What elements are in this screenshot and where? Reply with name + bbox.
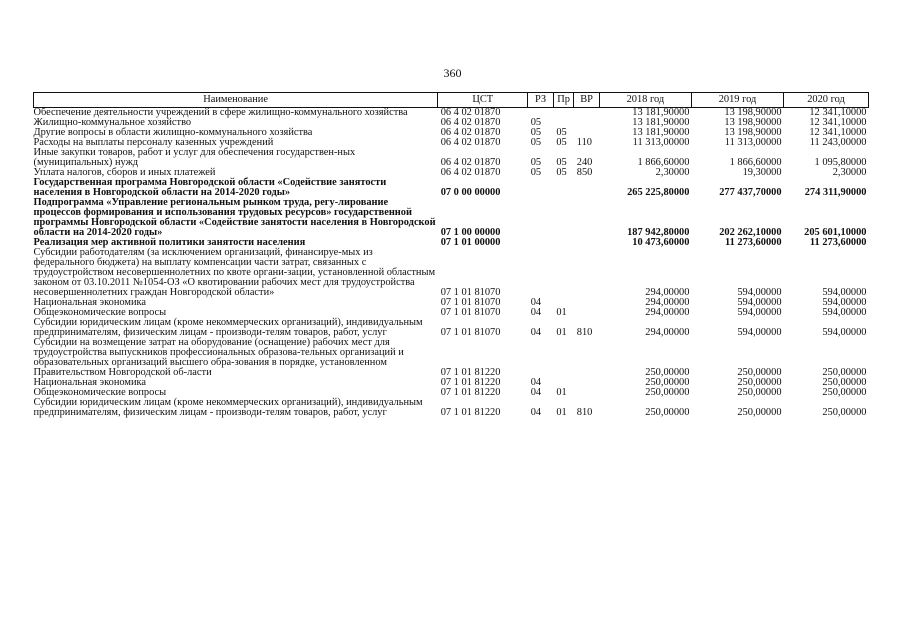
header-name: Наименование: [34, 93, 438, 108]
row-vr: [574, 308, 600, 318]
row-pr: [553, 238, 573, 248]
row-cst: 07 1 01 81220: [440, 387, 501, 398]
table-row: [34, 148, 869, 168]
row-cst: 06 4 02 01870: [440, 117, 501, 128]
row-rz: 05: [530, 167, 542, 178]
row-value-2020: 1 095,80000: [814, 157, 867, 168]
row-pr: 05: [556, 167, 567, 178]
row-rz: 04: [530, 377, 542, 388]
table-row: [34, 318, 869, 338]
table-row: [34, 198, 869, 238]
row-name: Другие вопросы в области жилищно-коммунального хозяйства: [33, 127, 313, 138]
row-value-2020: 250,00000: [822, 407, 867, 418]
row-cst: 07 1 01 00000: [440, 237, 501, 248]
row-rz: [528, 198, 554, 238]
row-rz: 05: [530, 127, 542, 138]
row-value-2018: 250,00000: [645, 367, 690, 378]
row-value-2018: 250,00000: [645, 407, 690, 418]
row-pr: 05: [556, 127, 567, 138]
row-pr: 01: [556, 307, 567, 318]
row-pr: 01: [556, 387, 567, 398]
row-value-2020: 2,30000: [832, 167, 867, 178]
header-cst: ЦСТ: [438, 93, 528, 108]
header-2019: 2019 год: [691, 93, 783, 108]
row-name: Обеспечение деятельности учреждений в сфере жилищно-коммунального хозяйства: [33, 107, 408, 118]
row-rz: 04: [530, 297, 542, 308]
row-rz: 05: [530, 137, 542, 148]
header-row: [34, 93, 869, 108]
row-pr: [553, 198, 573, 238]
table-row: [34, 248, 869, 298]
row-value-2018: 13 181,90000: [632, 117, 690, 128]
header-rz: РЗ: [528, 93, 554, 108]
row-value-2019: 594,00000: [737, 287, 782, 298]
row-cst: 06 4 02 01870: [440, 157, 501, 168]
row-value-2019: 594,00000: [737, 307, 782, 318]
row-name: Подпрограмма «Управление региональным рынком труда, регу-лирование процессов формирования и использования трудовых ресурсов» государственной программы Новгородской области «Содействие занятости населения в Новгородской области на 2014-2020 годы»: [33, 197, 436, 238]
row-cst: 07 1 01 81220: [440, 407, 501, 418]
row-cst: 06 4 02 01870: [440, 127, 501, 138]
row-value-2020: 274 311,90000: [804, 187, 867, 198]
row-name: Реализация мер активной политики занятости населения: [33, 237, 306, 248]
row-value-2019: 250,00000: [737, 387, 782, 398]
row-value-2020: 250,00000: [822, 387, 867, 398]
row-vr: [574, 338, 600, 378]
row-name: Государственная программа Новгородской области «Содействие занятости населения в Новгородской области на 2014-2020 годы»: [33, 177, 387, 198]
row-pr: [553, 108, 573, 119]
row-name: Уплата налогов, сборов и иных платежей: [33, 167, 216, 178]
row-pr: [553, 248, 573, 298]
header-vr: ВР: [574, 93, 600, 108]
header-2020: 2020 год: [784, 93, 869, 108]
row-name: Общеэкономические вопросы: [33, 307, 167, 318]
row-value-2019: 250,00000: [737, 407, 782, 418]
row-value-2019: 11 273,60000: [724, 237, 782, 248]
row-value-2019: 250,00000: [737, 377, 782, 388]
row-cst: 06 4 02 01870: [440, 107, 501, 118]
header-2018: 2018 год: [599, 93, 691, 108]
row-name: Иные закупки товаров, работ и услуг для обеспечения государствен-ных (муниципальных) нужд: [33, 147, 356, 168]
row-pr: 05: [556, 157, 567, 168]
row-name: Национальная экономика: [33, 377, 147, 388]
row-value-2019: 594,00000: [737, 327, 782, 338]
row-value-2019: 1 866,60000: [729, 157, 782, 168]
row-vr: [574, 388, 600, 398]
row-cst: 07 1 00 00000: [440, 227, 501, 238]
row-value-2019: 594,00000: [737, 297, 782, 308]
row-vr: [574, 118, 600, 128]
row-value-2018: 250,00000: [645, 387, 690, 398]
row-rz: 05: [530, 117, 542, 128]
row-value-2020: 250,00000: [822, 377, 867, 388]
row-pr: 05: [556, 137, 567, 148]
row-value-2020: 12 341,10000: [809, 117, 867, 128]
row-value-2018: 10 473,60000: [632, 237, 690, 248]
table-row: [34, 398, 869, 418]
row-rz: 04: [530, 307, 542, 318]
row-value-2020: 250,00000: [822, 367, 867, 378]
row-cst: 06 4 02 01870: [440, 137, 501, 148]
row-value-2018: 265 225,80000: [627, 187, 690, 198]
row-value-2019: 202 262,10000: [719, 227, 782, 238]
row-pr: 01: [556, 327, 567, 338]
row-rz: [528, 338, 554, 378]
row-rz: [528, 178, 554, 198]
row-value-2020: 12 341,10000: [809, 107, 867, 118]
row-vr: [574, 198, 600, 238]
row-rz: [528, 248, 554, 298]
row-value-2020: 594,00000: [822, 297, 867, 308]
row-value-2019: 250,00000: [737, 367, 782, 378]
row-value-2018: 294,00000: [645, 327, 690, 338]
row-vr: [574, 238, 600, 248]
row-vr: 240: [576, 157, 593, 168]
table-row: [34, 338, 869, 378]
row-vr: 850: [576, 167, 593, 178]
row-vr: 110: [576, 137, 592, 148]
row-vr: [574, 298, 600, 308]
row-name: Субсидии юридическим лицам (кроме некоммерческих организаций), индивидуальным предпринимателям, физическим лицам - производи-телям товаров, работ, услуг: [33, 317, 423, 338]
row-name: Субсидии юридическим лицам (кроме некоммерческих организаций), индивидуальным предпринимателям, физическим лицам - производи-телям товаров, работ, услуг: [33, 397, 423, 418]
row-cst: 07 1 01 81220: [440, 367, 501, 378]
row-cst: 07 1 01 81070: [440, 287, 501, 298]
row-vr: 810: [576, 407, 593, 418]
row-value-2019: 19,30000: [742, 167, 782, 178]
row-value-2020: 12 341,10000: [809, 127, 867, 138]
row-name: Жилищно-коммунальное хозяйство: [33, 117, 192, 128]
row-cst: 06 4 02 01870: [440, 167, 501, 178]
row-value-2018: 11 313,00000: [632, 137, 690, 148]
row-value-2019: 13 198,90000: [724, 127, 782, 138]
row-vr: [574, 248, 600, 298]
row-value-2018: 2,30000: [655, 167, 690, 178]
row-value-2020: 205 601,10000: [804, 227, 867, 238]
row-value-2019: 11 313,00000: [724, 137, 782, 148]
row-name: Субсидии работодателям (за исключением организаций, финансируе-мых из федерального бюджета) на выплату компенсации части затрат, связанных с трудоустройством несовершеннолетних по квоте органи-зации, установленной областным законом от 03.10.2011 №1054-ОЗ «О квотировании рабочих мест для трудоустройства несовершеннолетних граждан Новгородской области»: [33, 247, 436, 298]
row-rz: 04: [530, 327, 542, 338]
row-cst: 07 1 01 81070: [440, 297, 501, 308]
row-value-2018: 1 866,60000: [637, 157, 690, 168]
budget-table: [33, 92, 869, 418]
row-value-2018: 13 181,90000: [632, 127, 690, 138]
row-vr: 810: [576, 327, 593, 338]
row-name: Субсидии на возмещение затрат на оборудование (оснащение) рабочих мест для трудоустройства выпускников профессиональных образова-тельных организаций и образовательных организаций высшего обра-зования в порядке, установленном Правительством Новгородской об-ласти: [33, 337, 404, 378]
row-cst: 07 0 00 00000: [440, 187, 501, 198]
row-vr: [574, 378, 600, 388]
row-cst: 07 1 01 81220: [440, 377, 501, 388]
row-vr: [574, 178, 600, 198]
row-pr: [553, 338, 573, 378]
row-value-2018: 250,00000: [645, 377, 690, 388]
row-value-2020: 594,00000: [822, 287, 867, 298]
row-vr: [574, 108, 600, 119]
page-number: 360: [443, 66, 462, 80]
row-value-2020: 594,00000: [822, 327, 867, 338]
row-rz: [528, 238, 554, 248]
row-pr: 01: [556, 407, 567, 418]
row-rz: 05: [530, 157, 542, 168]
row-value-2020: 11 273,60000: [809, 237, 867, 248]
row-cst: 07 1 01 81070: [440, 327, 501, 338]
row-value-2018: 13 181,90000: [632, 107, 690, 118]
row-cst: 07 1 01 81070: [440, 307, 501, 318]
row-pr: [553, 178, 573, 198]
row-value-2019: 13 198,90000: [724, 117, 782, 128]
row-name: Национальная экономика: [33, 297, 147, 308]
header-pr: Пр: [553, 93, 573, 108]
row-value-2018: 294,00000: [645, 297, 690, 308]
row-name: Расходы на выплаты персоналу казенных учреждений: [33, 137, 274, 148]
row-rz: 04: [530, 407, 542, 418]
row-rz: 04: [530, 387, 542, 398]
row-name: Общеэкономические вопросы: [33, 387, 167, 398]
row-value-2019: 13 198,90000: [724, 107, 782, 118]
row-value-2018: 294,00000: [645, 307, 690, 318]
table-row: [34, 178, 869, 198]
row-value-2018: 294,00000: [645, 287, 690, 298]
row-value-2020: 594,00000: [822, 307, 867, 318]
row-value-2018: 187 942,80000: [627, 227, 690, 238]
row-value-2019: 277 437,70000: [719, 187, 782, 198]
row-value-2020: 11 243,00000: [809, 137, 867, 148]
